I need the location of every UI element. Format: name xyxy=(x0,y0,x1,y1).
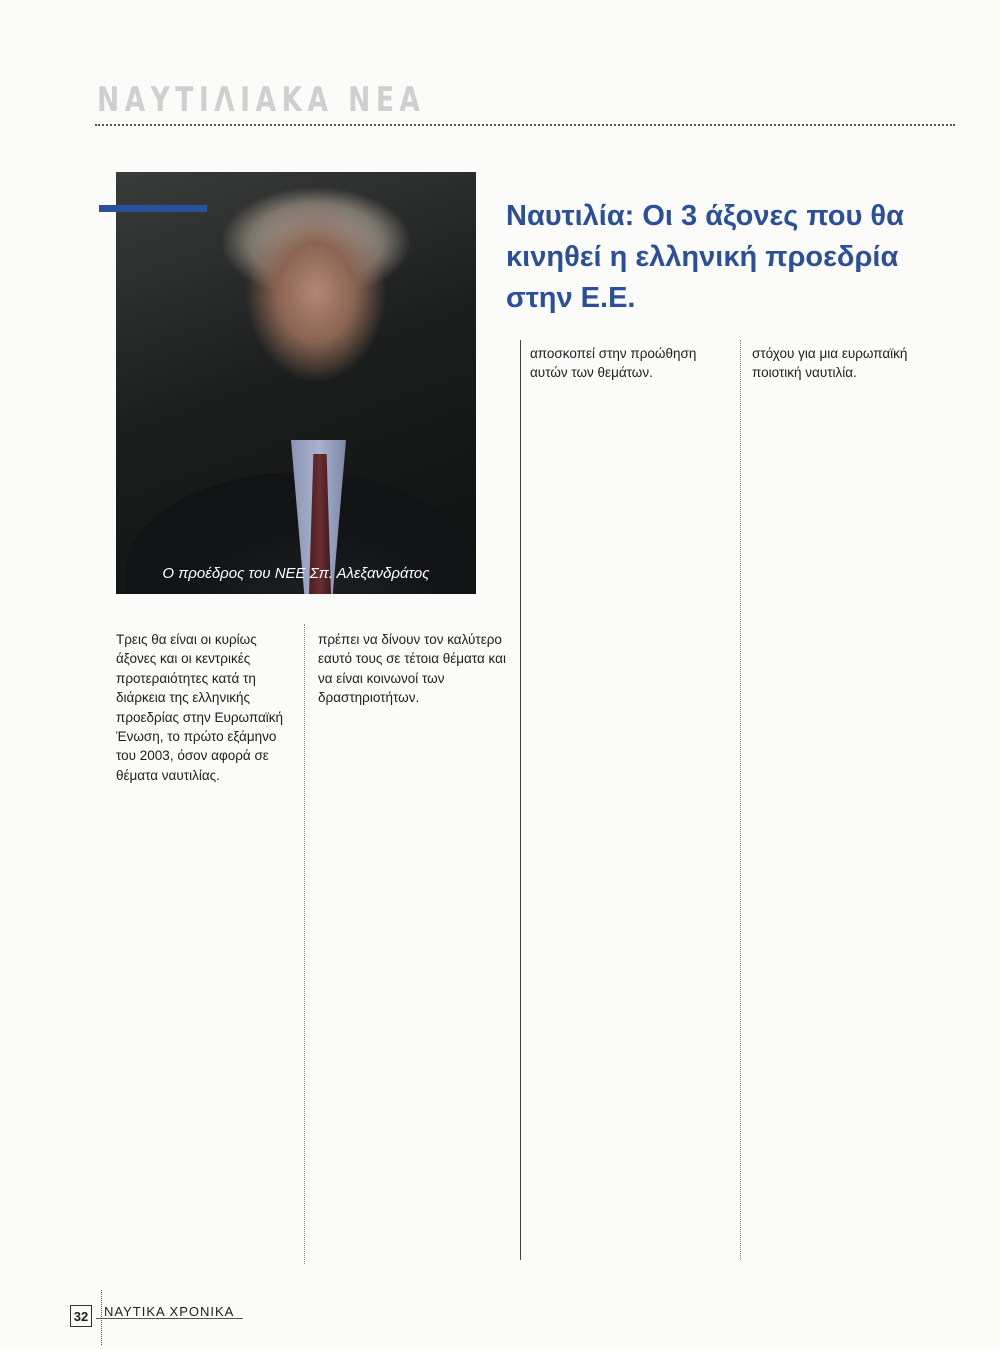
column-divider xyxy=(520,340,521,1260)
article-column-1 xyxy=(116,630,296,787)
accent-bar xyxy=(99,205,207,212)
title-divider xyxy=(95,124,955,126)
article-column-4 xyxy=(752,344,942,385)
column-divider xyxy=(304,624,305,1264)
paragraph: πρέπει να δίνουν τον καλύτερο εαυτό τους σε τέτοια θέματα και να είναι κοινωνοί των δραστηριοτήτων. xyxy=(318,632,506,706)
photo-caption: Ο προέδρος του ΝΕΕ Σπ. Αλεξανδράτος xyxy=(162,565,430,582)
article-headline: Ναυτιλία: Οι 3 άξονες που θα κινηθεί η ελληνική προεδρία στην Ε.Ε. xyxy=(506,200,904,314)
section-title: ΝΑΥΤΙΛΙΑΚΑ ΝΕΑ xyxy=(97,80,426,120)
portrait-photo xyxy=(116,172,476,594)
article-column-2 xyxy=(318,630,506,710)
magazine-name: ΝΑΥΤΙΚΑ ΧΡΟΝΙΚΑ xyxy=(104,1304,235,1319)
article-column-3 xyxy=(530,344,730,385)
paragraph: αποσκοπεί στην προώθηση αυτών των θεμάτων. xyxy=(530,346,697,381)
paragraph: στόχου για μια ευρωπαϊκή ποιοτική ναυτιλία. xyxy=(752,346,908,381)
page-number: 32 xyxy=(70,1305,92,1327)
column-divider xyxy=(740,340,741,1260)
paragraph: Τρεις θα είναι οι κυρίως άξονες και οι κεντρικές προτεραιότητες κατά τη διάρκεια της ελληνικής προεδρίας στην Ευρωπαϊκή Ένωση, το πρώτο εξάμηνο του 2003, όσον αφορά σε θέματα ναυτιλίας. xyxy=(116,632,284,783)
